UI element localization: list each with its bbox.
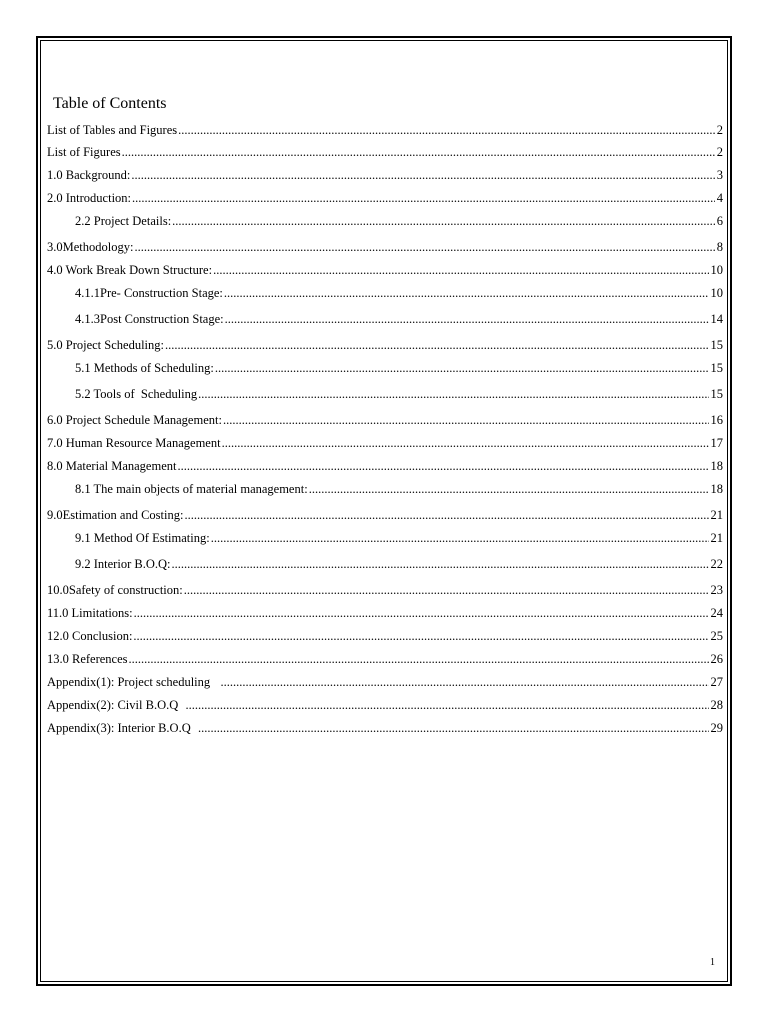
toc-entry-page: 15 [710, 338, 723, 352]
toc-entry[interactable] [47, 652, 723, 667]
toc-entry-label: 5.1 Methods of Scheduling: [75, 361, 214, 375]
toc-dot-leader [122, 145, 715, 159]
toc-entry-page: 18 [710, 459, 723, 473]
toc-entry[interactable] [47, 387, 723, 402]
toc-entry-label: Appendix(3): Interior B.O.Q [47, 721, 197, 735]
toc-entry[interactable] [47, 531, 723, 546]
toc-entry-page: 29 [710, 721, 723, 735]
toc-entry-label: 2.2 Project Details: [75, 214, 172, 228]
toc-dot-leader [309, 482, 709, 496]
toc-entry-label: 4.0 Work Break Down Structure: [47, 263, 213, 277]
toc-entry-label: 1.0 Background: [47, 168, 131, 182]
toc-entry-label: 9.2 Interior B.O.Q: [75, 557, 171, 571]
toc-entry-label: 10.0Safety of construction: [47, 583, 183, 597]
toc-entry-label: 11.0 Limitations: [47, 606, 133, 620]
toc-dot-leader [134, 606, 709, 620]
toc-entry-page: 14 [710, 312, 723, 326]
toc-entry-label: 3.0Methodology: [47, 240, 134, 254]
page-number: 1 [710, 957, 715, 968]
toc-dot-leader [184, 508, 708, 522]
toc-dot-leader [224, 286, 709, 300]
toc-entry-page: 26 [710, 652, 723, 666]
toc-dot-leader [131, 168, 714, 182]
toc-entry-page: 2 [716, 145, 723, 159]
toc-entry-page: 21 [710, 531, 723, 545]
toc-entry[interactable] [47, 240, 723, 255]
toc-entry-label: 12.0 Conclusion: [47, 629, 133, 643]
toc-entry[interactable] [47, 583, 723, 598]
toc-entry-page: 22 [710, 557, 723, 571]
toc-dot-leader [177, 459, 708, 473]
toc-entry-page: 6 [716, 214, 723, 228]
toc-entry[interactable] [47, 338, 723, 353]
toc-dot-leader [133, 629, 708, 643]
toc-dot-leader [186, 698, 709, 712]
toc-dot-leader [213, 263, 708, 277]
toc-entry-label: 2.0 Introduction: [47, 191, 132, 205]
toc-entry-label: 6.0 Project Schedule Management: [47, 413, 222, 427]
toc-entry[interactable] [47, 123, 723, 138]
toc-dot-leader [184, 583, 709, 597]
toc-entry-label: Appendix(1): Project scheduling [47, 675, 220, 689]
toc-entry-label: 4.1.1Pre- Construction Stage: [75, 286, 223, 300]
toc-dot-leader [198, 721, 709, 735]
toc-entry-label: 8.0 Material Management [47, 459, 177, 473]
toc-entry[interactable] [47, 145, 723, 160]
toc-entry[interactable] [47, 214, 723, 229]
toc-entry-page: 21 [710, 508, 723, 522]
toc-entry[interactable] [47, 482, 723, 497]
toc-entry[interactable] [47, 413, 723, 428]
toc-dot-leader [129, 652, 709, 666]
toc-entry-label: 9.1 Method Of Estimating: [75, 531, 210, 545]
toc-entry-page: 3 [716, 168, 723, 182]
toc-entry-label: 9.0Estimation and Costing: [47, 508, 184, 522]
toc-entry[interactable] [47, 606, 723, 621]
toc-entry-page: 28 [710, 698, 723, 712]
toc-entry-page: 10 [710, 263, 723, 277]
toc-entry[interactable] [47, 361, 723, 376]
toc-dot-leader [134, 240, 714, 254]
toc-entry[interactable] [47, 675, 723, 690]
toc-entry-label: 5.0 Project Scheduling: [47, 338, 164, 352]
toc-entry-page: 15 [710, 387, 723, 401]
toc-entry[interactable] [47, 508, 723, 523]
toc-entry-page: 10 [710, 286, 723, 300]
toc-entry-label: 7.0 Human Resource Management [47, 436, 221, 450]
toc-entry[interactable] [47, 286, 723, 301]
toc-entry[interactable] [47, 436, 723, 451]
toc-entry-label: 8.1 The main objects of material management: [75, 482, 308, 496]
toc-dot-leader [132, 191, 715, 205]
toc-entry-page: 2 [716, 123, 723, 137]
toc-dot-leader [171, 557, 708, 571]
toc-dot-leader [225, 312, 709, 326]
toc-entry[interactable] [47, 312, 723, 327]
toc-entry-label: Appendix(2): Civil B.O.Q [47, 698, 185, 712]
toc-dot-leader [222, 436, 709, 450]
toc-dot-leader [178, 123, 715, 137]
toc-entry-page: 23 [710, 583, 723, 597]
toc-entry-label: 4.1.3Post Construction Stage: [75, 312, 224, 326]
toc-entry-page: 16 [710, 413, 723, 427]
page-title: Table of Contents [53, 95, 167, 112]
toc-entry-page: 8 [716, 240, 723, 254]
toc-entry-label: List of Tables and Figures [47, 123, 178, 137]
toc-entry-label: 5.2 Tools of Scheduling [75, 387, 198, 401]
toc-entry[interactable] [47, 721, 723, 736]
toc-dot-leader [223, 413, 709, 427]
toc-entry-page: 17 [710, 436, 723, 450]
toc-entry-label: List of Figures [47, 145, 121, 159]
toc-entry[interactable] [47, 629, 723, 644]
toc-entry-label: 13.0 References [47, 652, 128, 666]
toc-entry-page: 4 [716, 191, 723, 205]
toc-entry[interactable] [47, 459, 723, 474]
toc-entry-page: 25 [710, 629, 723, 643]
toc-entry[interactable] [47, 263, 723, 278]
toc-entry[interactable] [47, 698, 723, 713]
toc-entry[interactable] [47, 191, 723, 206]
toc-dot-leader [221, 675, 709, 689]
toc-entry-page: 24 [710, 606, 723, 620]
toc-entry[interactable] [47, 168, 723, 183]
toc-dot-leader [211, 531, 709, 545]
toc-dot-leader [172, 214, 715, 228]
toc-entry-page: 27 [710, 675, 723, 689]
toc-dot-leader [215, 361, 709, 375]
toc-dot-leader [198, 387, 708, 401]
toc-dot-leader [165, 338, 709, 352]
toc-entry-page: 15 [710, 361, 723, 375]
toc-entry[interactable] [47, 557, 723, 572]
toc-entry-page: 18 [710, 482, 723, 496]
